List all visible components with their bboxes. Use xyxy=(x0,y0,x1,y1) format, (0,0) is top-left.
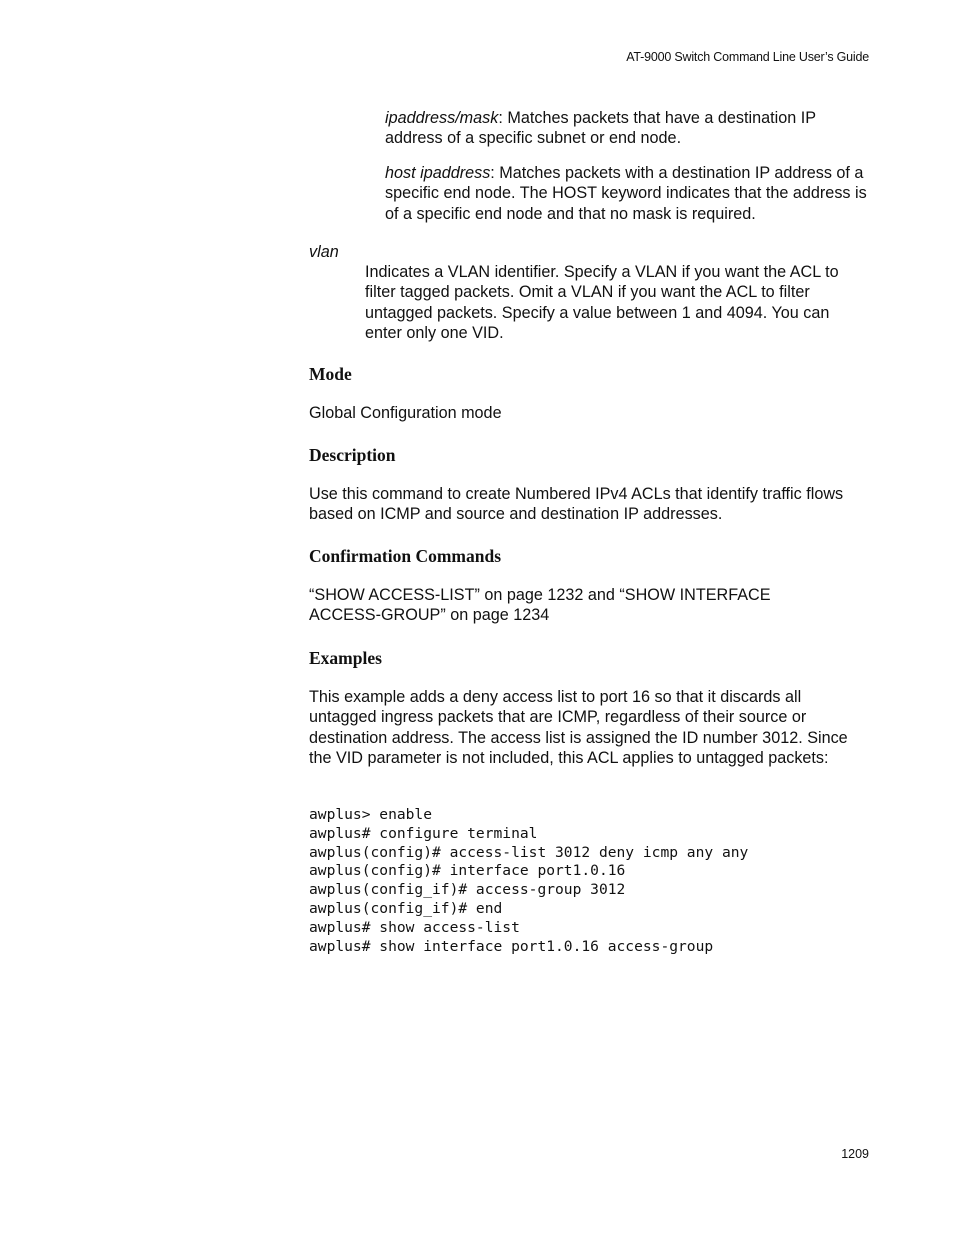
description-heading: Description xyxy=(309,445,396,465)
param-ipaddress-mask xyxy=(385,108,870,149)
param-text: : Matches packets that have a destination IP address of a specific subnet or end node. xyxy=(385,109,816,148)
param-term: ipaddress/mask xyxy=(385,109,499,127)
code-example xyxy=(309,806,748,956)
code-line: awplus# show interface port1.0.16 access-group xyxy=(309,937,714,955)
running-header: AT-9000 Switch Command Line User’s Guide xyxy=(626,50,869,64)
code-line: awplus# configure terminal xyxy=(309,824,538,842)
code-line: awplus> enable xyxy=(309,806,433,823)
examples-text: This example adds a deny access list to port 16 so that it discards all untagged ingress packets that are ICMP, regardless of their source or destination address. The access list is assigned the ID number 3012. Since the VID parameter is not included, this ACL applies to untagged packets: xyxy=(309,688,848,768)
param-host-ipaddress xyxy=(385,163,870,224)
mode-text: Global Configuration mode xyxy=(309,404,502,422)
param-text: : Matches packets with a destination IP address of a specific end node. The HOST keyword indicates that the address is of a specific end node and that no mask is required. xyxy=(385,164,867,223)
confirmation-commands-text: “SHOW ACCESS-LIST” on page 1232 and “SHOW INTERFACE ACCESS-GROUP” on page 1234 xyxy=(309,586,771,625)
mode-heading: Mode xyxy=(309,364,352,384)
code-line: awplus(config_if)# access-group 3012 xyxy=(309,881,626,899)
param-vlan-description: Indicates a VLAN identifier. Specify a VLAN if you want the ACL to filter tagged packets. Omit a VLAN if you want the ACL to filter untagged packets. Specify a value between 1 and 4094. You can enter only one VID. xyxy=(365,263,839,343)
code-line: awplus# show access-list xyxy=(309,918,520,936)
examples-heading: Examples xyxy=(309,648,382,668)
code-line: awplus(config_if)# end xyxy=(309,899,503,917)
confirmation-commands-heading: Confirmation Commands xyxy=(309,546,502,566)
param-vlan-term: vlan xyxy=(309,243,339,261)
code-line: awplus(config)# access-list 3012 deny icmp any any xyxy=(309,843,749,861)
description-text: Use this command to create Numbered IPv4 ACLs that identify traffic flows based on ICMP and source and destination IP addresses. xyxy=(309,485,844,524)
param-term: host ipaddress xyxy=(385,164,491,182)
code-line: awplus(config)# interface port1.0.16 xyxy=(309,862,626,880)
page-number: 1209 xyxy=(841,1147,869,1161)
